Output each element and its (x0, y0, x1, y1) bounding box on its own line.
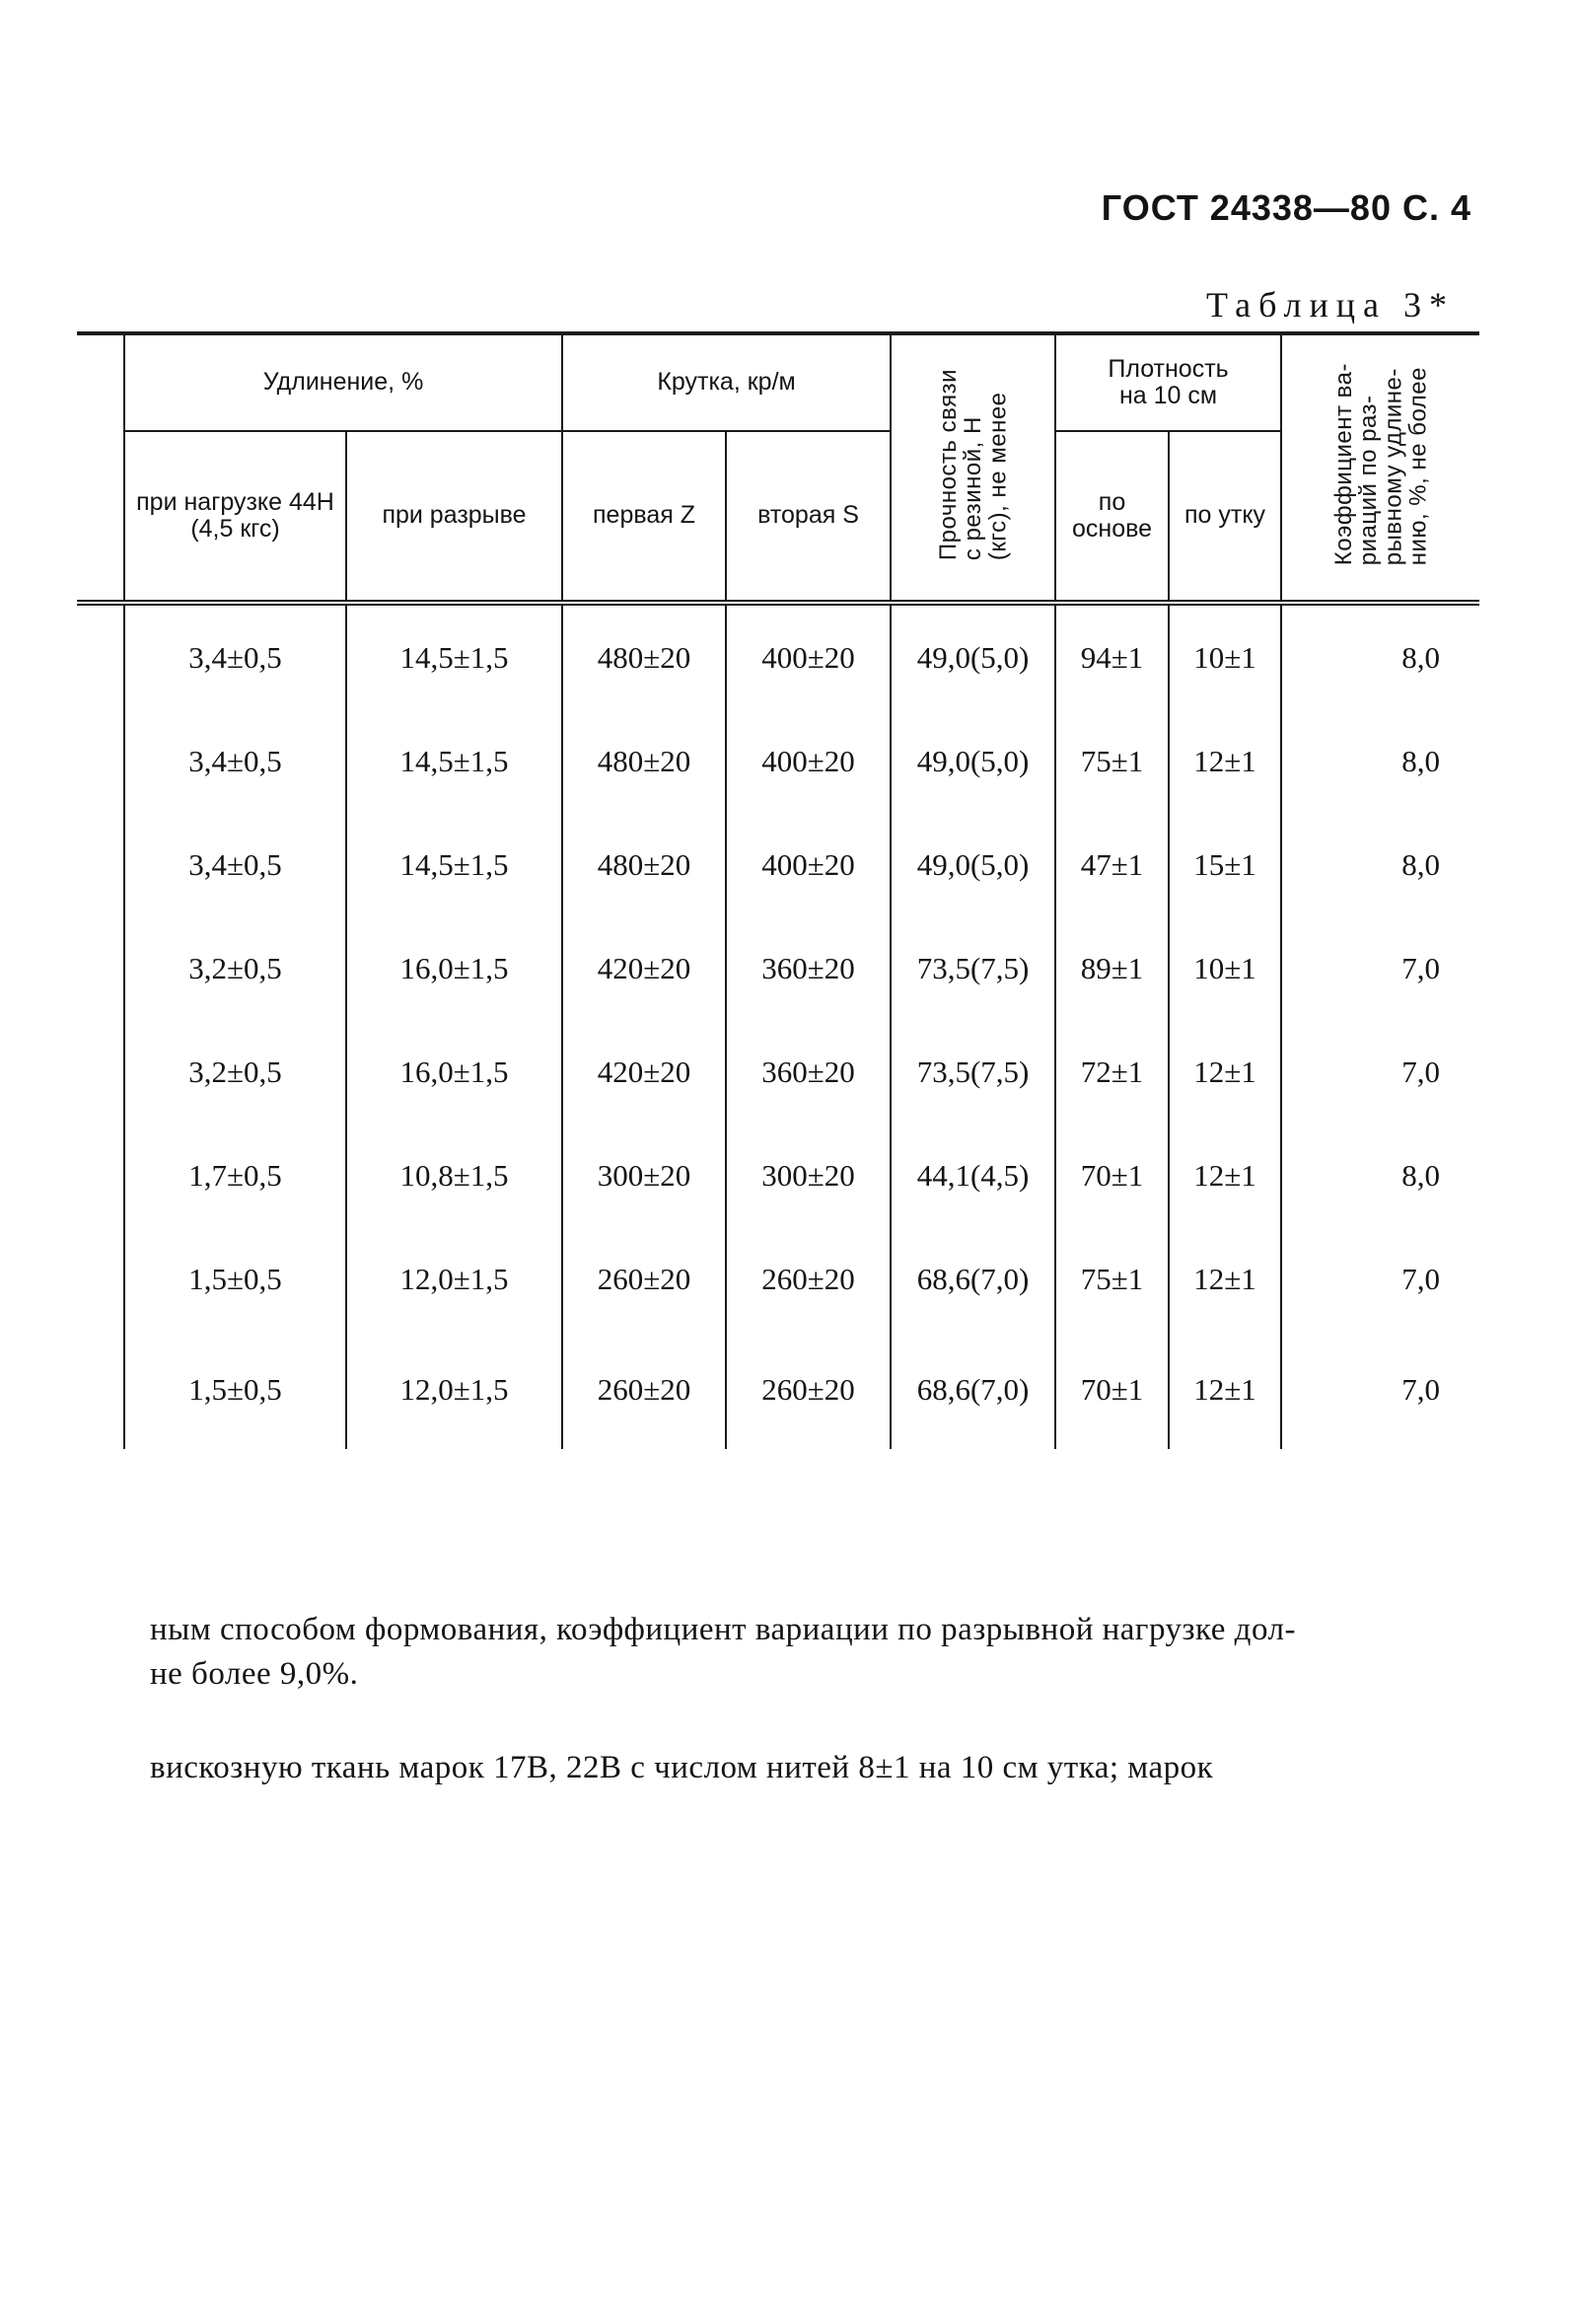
cell-density-weft: 15±1 (1169, 813, 1281, 916)
header-bond-strength (891, 333, 1055, 603)
cell-density-weft: 12±1 (1169, 1124, 1281, 1227)
cell-elongation-at-load: 3,4±0,5 (124, 603, 346, 709)
cell-variation-coefficient: 8,0 (1281, 709, 1479, 813)
table-row (77, 709, 1479, 813)
cell-elongation-at-load: 3,4±0,5 (124, 813, 346, 916)
header-elongation: Удлинение, % (124, 333, 562, 431)
cell-elongation-at-break: 14,5±1,5 (346, 603, 562, 709)
cell-elongation-at-load: 1,5±0,5 (124, 1227, 346, 1331)
table-row (77, 813, 1479, 916)
cell-elongation-at-break: 16,0±1,5 (346, 1020, 562, 1124)
cell-elongation-at-break: 16,0±1,5 (346, 916, 562, 1020)
subheader-at-break: при разрыве (346, 431, 562, 603)
cell-elongation-at-break: 12,0±1,5 (346, 1227, 562, 1331)
cell-twist-first: 480±20 (562, 709, 726, 813)
cell-density-warp: 89±1 (1055, 916, 1169, 1020)
cell-variation-coefficient: 7,0 (1281, 916, 1479, 1020)
table-row (77, 603, 1479, 709)
table-row (77, 1227, 1479, 1331)
header-density-text: Плотность на 10 см (1108, 354, 1229, 409)
table-body (77, 603, 1479, 1449)
cell-elongation-at-break: 10,8±1,5 (346, 1124, 562, 1227)
page-header: ГОСТ 24338—80 С. 4 (1101, 187, 1471, 228)
left-margin-cell (77, 1020, 124, 1124)
cell-elongation-at-load: 1,5±0,5 (124, 1331, 346, 1449)
cell-density-weft: 12±1 (1169, 1227, 1281, 1331)
subheader-warp: по основе (1055, 431, 1169, 603)
cell-bond-strength: 44,1(4,5) (891, 1124, 1055, 1227)
left-margin-cell (77, 1331, 124, 1449)
cell-twist-first: 260±20 (562, 1227, 726, 1331)
cell-twist-second: 360±20 (726, 1020, 891, 1124)
table-label: Таблица 3* (1206, 285, 1455, 325)
subheader-first: первая Z (562, 431, 726, 603)
left-margin-cell (77, 1227, 124, 1331)
cell-twist-first: 260±20 (562, 1331, 726, 1449)
cell-density-warp: 47±1 (1055, 813, 1169, 916)
cell-density-weft: 12±1 (1169, 1331, 1281, 1449)
cell-twist-second: 400±20 (726, 709, 891, 813)
cell-twist-first: 480±20 (562, 603, 726, 709)
cell-variation-coefficient: 8,0 (1281, 603, 1479, 709)
cell-bond-strength: 68,6(7,0) (891, 1227, 1055, 1331)
cell-density-weft: 12±1 (1169, 1020, 1281, 1124)
subheader-at-load: при нагрузке 44Н (4,5 кгс) (124, 431, 346, 603)
cell-density-weft: 10±1 (1169, 916, 1281, 1020)
header-twist: Крутка, кр/м (562, 333, 891, 431)
table-row (77, 1124, 1479, 1227)
cell-twist-second: 300±20 (726, 1124, 891, 1227)
cell-bond-strength: 49,0(5,0) (891, 603, 1055, 709)
table-row (77, 916, 1479, 1020)
cell-variation-coefficient: 7,0 (1281, 1020, 1479, 1124)
left-margin-cell (77, 603, 124, 709)
paragraph-variation-note: ным способом формования, коэффициент вариации по разрывной нагрузке дол- не более 9,0%. (150, 1612, 1296, 1692)
left-margin-cell (77, 813, 124, 916)
cell-bond-strength: 73,5(7,5) (891, 916, 1055, 1020)
cell-twist-second: 360±20 (726, 916, 891, 1020)
cell-twist-second: 400±20 (726, 813, 891, 916)
cell-elongation-at-break: 14,5±1,5 (346, 813, 562, 916)
cell-bond-strength: 68,6(7,0) (891, 1331, 1055, 1449)
left-margin-cell (77, 916, 124, 1020)
cell-bond-strength: 73,5(7,5) (891, 1020, 1055, 1124)
cell-twist-second: 400±20 (726, 603, 891, 709)
cell-density-warp: 75±1 (1055, 709, 1169, 813)
cell-bond-strength: 49,0(5,0) (891, 813, 1055, 916)
cell-elongation-at-break: 12,0±1,5 (346, 1331, 562, 1449)
header-variation (1281, 333, 1479, 603)
left-margin-cell (77, 333, 124, 603)
cell-twist-second: 260±20 (726, 1227, 891, 1331)
cell-elongation-at-load: 3,2±0,5 (124, 916, 346, 1020)
subheader-second: вторая S (726, 431, 891, 603)
cell-twist-first: 480±20 (562, 813, 726, 916)
cell-density-weft: 10±1 (1169, 603, 1281, 709)
cell-twist-first: 300±20 (562, 1124, 726, 1227)
cell-density-weft: 12±1 (1169, 709, 1281, 813)
table-row (77, 1331, 1479, 1449)
specification-table (77, 331, 1479, 1449)
header-density (1055, 333, 1281, 431)
cell-density-warp: 72±1 (1055, 1020, 1169, 1124)
cell-variation-coefficient: 8,0 (1281, 813, 1479, 916)
cell-twist-first: 420±20 (562, 1020, 726, 1124)
left-margin-cell (77, 709, 124, 813)
header-variation-text: Коэффициент ва- риаций по раз- рывному удлине- нию, %, не более (1329, 363, 1432, 566)
cell-twist-second: 260±20 (726, 1331, 891, 1449)
paragraph-viscose-fabric: вискозную ткань марок 17В, 22В с числом нитей 8±1 на 10 см утка; марок (150, 1750, 1214, 1785)
cell-density-warp: 70±1 (1055, 1331, 1169, 1449)
cell-elongation-at-break: 14,5±1,5 (346, 709, 562, 813)
cell-elongation-at-load: 3,4±0,5 (124, 709, 346, 813)
cell-density-warp: 94±1 (1055, 603, 1169, 709)
cell-density-warp: 70±1 (1055, 1124, 1169, 1227)
cell-elongation-at-load: 1,7±0,5 (124, 1124, 346, 1227)
cell-variation-coefficient: 8,0 (1281, 1124, 1479, 1227)
table-container (77, 331, 1479, 1449)
cell-variation-coefficient: 7,0 (1281, 1227, 1479, 1331)
table-row (77, 1020, 1479, 1124)
cell-bond-strength: 49,0(5,0) (891, 709, 1055, 813)
cell-elongation-at-load: 3,2±0,5 (124, 1020, 346, 1124)
header-bond-strength-text: Прочность связи с резиной, Н (кгс), не менее (934, 368, 1012, 560)
subheader-weft: по утку (1169, 431, 1281, 603)
cell-variation-coefficient: 7,0 (1281, 1331, 1479, 1449)
cell-density-warp: 75±1 (1055, 1227, 1169, 1331)
left-margin-cell (77, 1124, 124, 1227)
cell-twist-first: 420±20 (562, 916, 726, 1020)
